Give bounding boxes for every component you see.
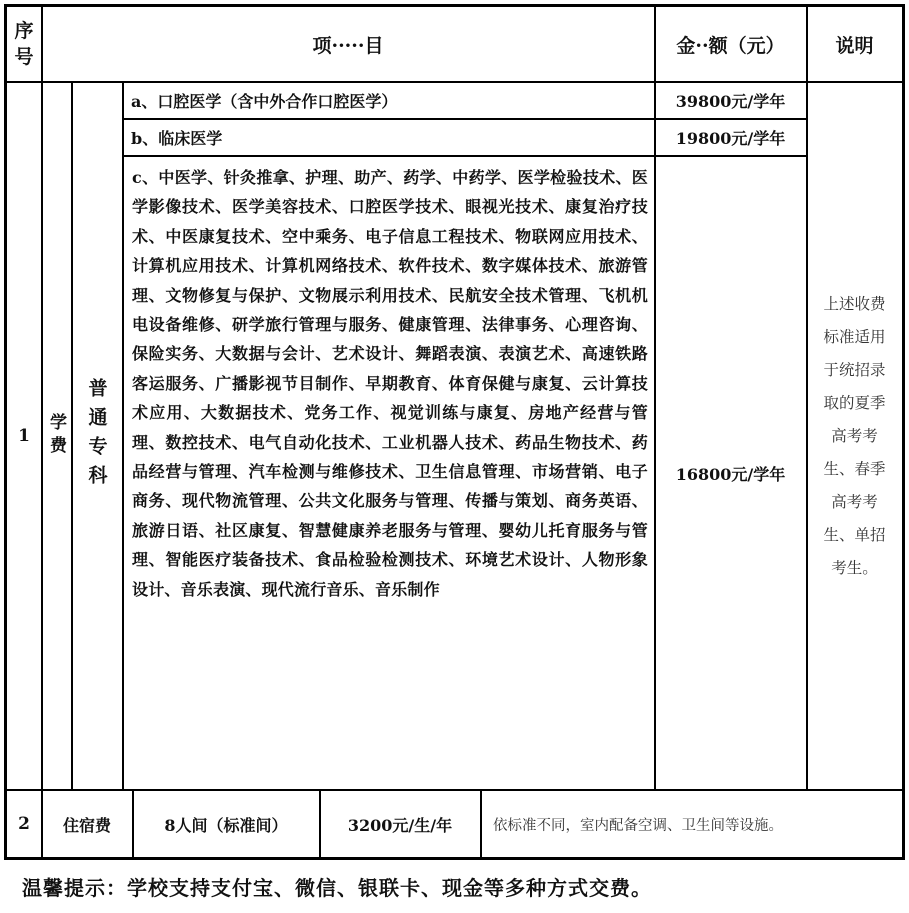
header-amount: 金··额（元）	[676, 34, 785, 57]
item-c-label: c、中医学、针灸推拿、护理、助产、药学、中药学、医学检验技术、医学影像技术、医学美容技术、口腔医学技术、眼视光技术、康复治疗技术、中医康复技术、空中乘务、电子信息工程技术、物联网应用技术、计算机应用技术、计算机网络技术、软件技术、数字媒体技术、旅游管理、文物修复与保护、文物展示利用技术、民航安全技术管理、飞机机电设备维修、研学旅行管理与服务、健康管理、法律事务、心理咨询、保险实务、大数据与会计、艺术设计、舞蹈表演、表演艺术、高速铁路客运服务、广播影视节目制作、早期教育、体育保健与康复、云计算技术应用、大数据技术、党务工作、视觉训练与康复、房地产经营与管理、数控技术、电气自动化技术、工业机器人技术、药品生物技术、药品经营与管理、汽车检测与维修技术、卫生信息管理、市场营销、电子商务、现代物流管理、公共文化服务与管理、传播与策划、商务英语、旅游日语、社区康复、智慧健康养老服务与管理、婴幼儿托育服务与管理、智能医疗装备技术、食品检验检测技术、环境艺术设计、人物形象设计、音乐表演、现代流行音乐、音乐制作	[132, 168, 648, 599]
room-type: 8人间（标准间）	[164, 815, 288, 835]
item-b-fee: 19800元/学年	[675, 128, 786, 148]
item-a-fee: 39800元/学年	[675, 92, 786, 111]
payment-tip: 温馨提示：学校支持支付宝、微信、银联卡、现金等多种方式交费。	[22, 876, 652, 900]
accommodation-fee: 3200元/生/年	[347, 815, 453, 835]
row2-category: 住宿费	[62, 815, 111, 835]
row1-category: 学费	[46, 413, 66, 459]
item-c-fee: 16800元/学年	[675, 464, 786, 484]
row2-seq: 2	[18, 814, 30, 834]
header-desc: 说明	[835, 34, 874, 57]
applicability-note: 上述收费标准适用于统招录取的夏季高考考生、春季高考考生、单招考生。	[823, 294, 886, 577]
header-item: 项·····目	[312, 34, 384, 57]
item-a-label: a、口腔医学（含中外合作口腔医学）	[131, 92, 398, 111]
row1-seq: 1	[18, 426, 30, 446]
row1-subcategory: 普通专科	[85, 378, 108, 494]
header-seq: 序号	[14, 20, 34, 68]
accommodation-remark: 依标准不同，室内配备空调、卫生间等设施。	[493, 817, 783, 834]
item-b-label: b、临床医学	[131, 128, 223, 148]
